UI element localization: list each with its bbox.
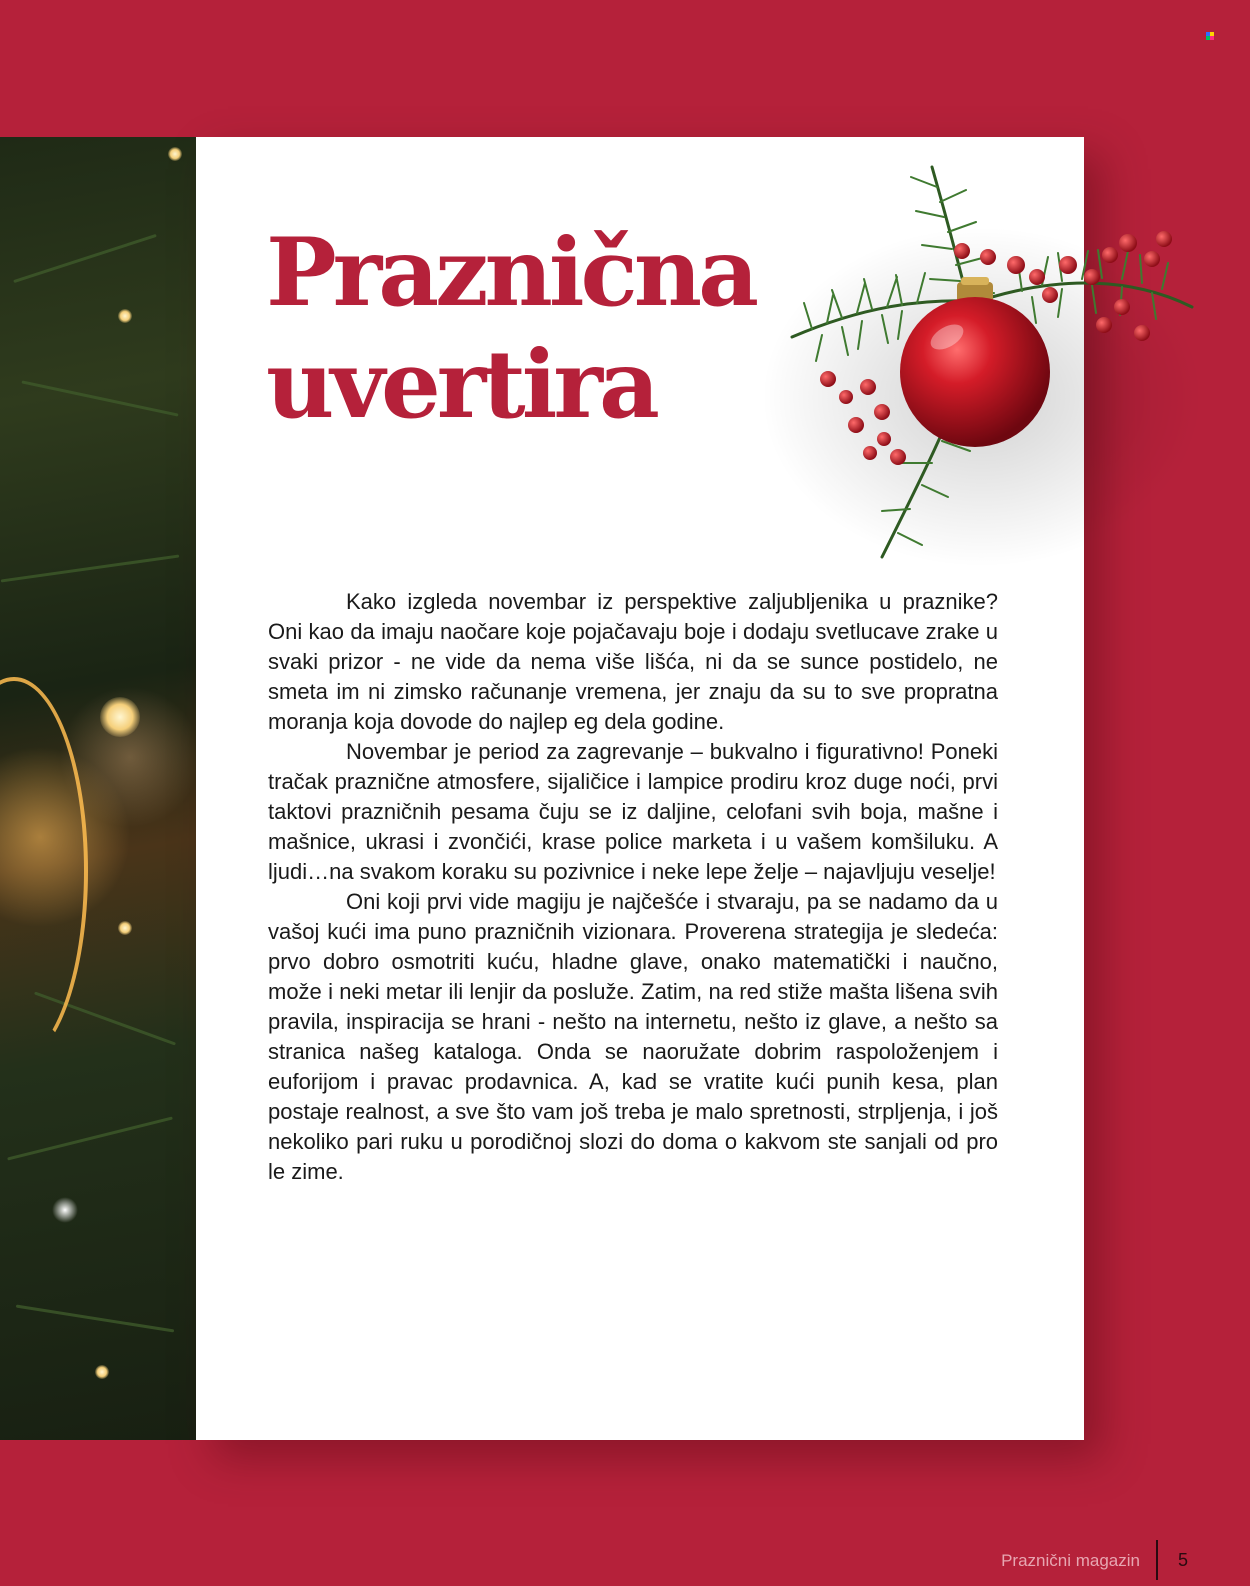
footer-divider (1156, 1540, 1158, 1580)
article-paragraph-2: Novembar je period za zagrevanje – bukvalno i figurativno! Poneki tračak praznične atmosfere, sijaličice i lampice prodiru kroz duge noći, prvi taktovi prazničnih pesama čuju se iz daljine, celofani svih boja, mašne i mašnice, ukrasi i zvončići, krase police marketa i u vašem komšiluku. A ljudi…na svakom koraku su pozivnice i neke lepe želje – najavljuju veselje! (268, 739, 998, 884)
page-number: 5 (1177, 1550, 1188, 1570)
article-paragraph-1: Kako izgleda novembar iz perspektive zaljubljenika u praznike? Oni kao da imaju naočare koje pojačavaju boje i dodaju svetlucave zrake u svaki prizor - ne vide da nema više lišća, ni da se sunce postidelo, ne smeta im ni zimsko računanje vremena, jer znaju da su to sve propratna moranja koja dovode do najlep eg dela godine. (268, 589, 998, 734)
page-title (266, 217, 755, 441)
page-footer (990, 1540, 1250, 1584)
christmas-bauble-with-fir-branch-icon (732, 157, 1202, 577)
article-paragraph-3: Oni koji prvi vide magiju je najčešće i stvaraju, pa se nadamo da u vašoj kući ima puno prazničnih vizionara. Proverena strategija je sledeća: prvo dobro osmotriti kuću, hladne glave, onako matematički i naučno, može i neki metar ili lenjir da posluže. Zatim, na red stiže mašta lišena svih pravila, inspiracija se hrani - nešto na internetu, nešto iz glave, a nešto sa stranica našeg kataloga. Onda se naoružate dobrim raspoloženjem i euforijom i pravac prodavnica. A, kad se vratite kući punih kesa, plan postaje realnost, a sve što vam još treba je malo spretnosti, strpljenja, i još nekoliko pari ruku u porodičnoj slozi do doma o kakvom ste sanjali od pro le zime. (268, 889, 998, 1184)
title-line-2: uvertira (266, 330, 656, 440)
christmas-tree-photo (0, 137, 196, 1440)
color-registration-mark-icon (1206, 32, 1214, 40)
footer-magazine-name: Praznični magazin (1001, 1551, 1140, 1570)
article-body (268, 587, 998, 1187)
title-line-1: Praznična (266, 218, 756, 328)
content-card (196, 137, 1084, 1440)
